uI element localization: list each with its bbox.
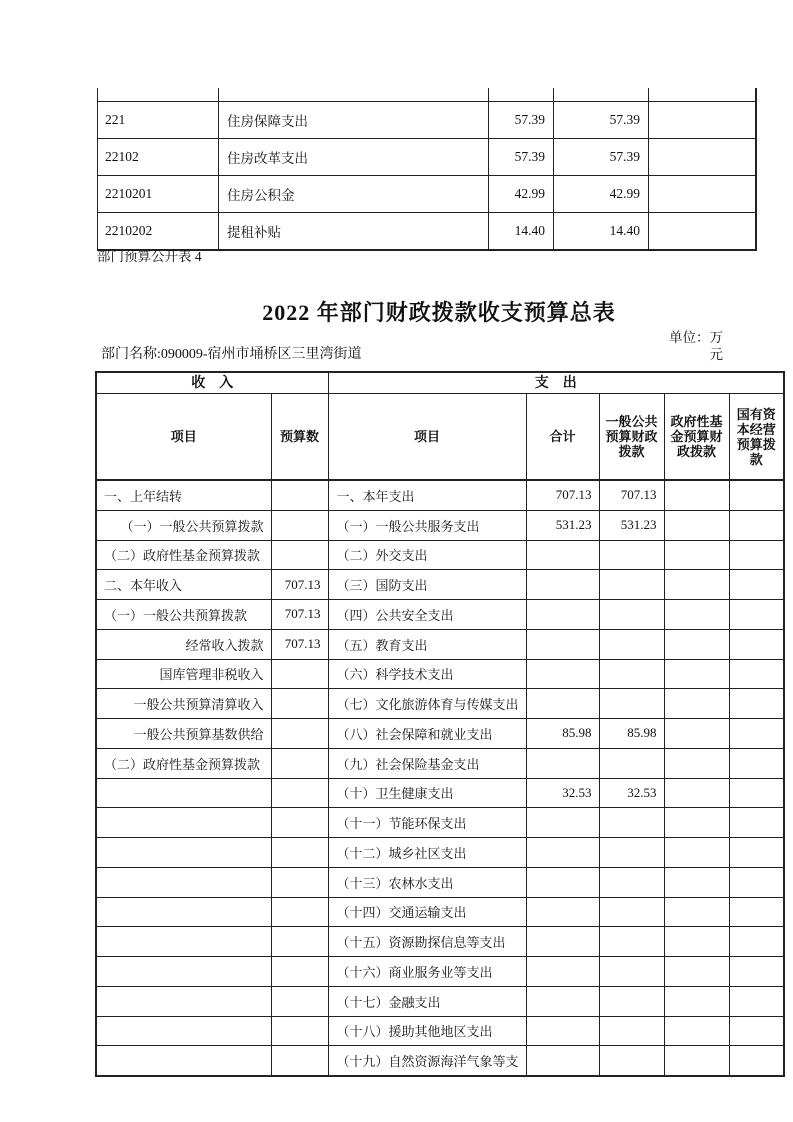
amount-cell: 57.39 [489,102,554,139]
income-item-cell: （一）一般公共预算拨款 [96,510,271,540]
government-fund-cell [664,1046,729,1076]
budget-row [96,510,784,540]
budget-number-cell [271,778,328,808]
budget-number-cell [271,986,328,1016]
general-public-cell: 707.13 [599,480,664,510]
state-capital-cell [729,659,784,689]
government-fund-cell [664,659,729,689]
expense-item-cell: （十八）援助其他地区支出 [328,1016,526,1046]
state-capital-cell [729,689,784,719]
total-cell: 85.98 [526,719,599,749]
state-capital-cell [729,600,784,630]
general-public-cell [599,600,664,630]
state-capital-cell [729,719,784,749]
state-capital-cell [729,957,784,987]
income-item-cell: （二）政府性基金预算拨款 [96,540,271,570]
budget-number-cell [271,480,328,510]
government-fund-cell [664,480,729,510]
budget-number-cell [271,748,328,778]
general-public-cell [599,1046,664,1076]
budget-row [96,689,784,719]
amount-cell: 57.39 [489,139,554,176]
budget-number-cell [271,867,328,897]
item-name-cell: 住房公积金 [219,176,489,213]
income-item-cell [96,957,271,987]
total-cell [526,808,599,838]
expense-item-cell: （十七）金融支出 [328,986,526,1016]
total-cell [526,659,599,689]
state-capital-cell [729,986,784,1016]
budget-row [96,778,784,808]
detail-row [98,176,756,213]
general-public-cell [599,986,664,1016]
state-capital-cell [729,510,784,540]
government-fund-cell [664,778,729,808]
budget-summary-table [95,371,785,1077]
budget-row [96,1046,784,1076]
budget-row [96,957,784,987]
state-capital-cell [729,867,784,897]
general-public-cell [599,570,664,600]
expense-item-cell: （十九）自然资源海洋气象等支 [328,1046,526,1076]
state-capital-cell [729,778,784,808]
column-header-row [96,394,784,481]
budget-row [96,927,784,957]
government-fund-cell [664,1016,729,1046]
state-capital-cell [729,897,784,927]
government-fund-cell [664,808,729,838]
expense-item-cell: （九）社会保险基金支出 [328,748,526,778]
state-capital-cell [729,570,784,600]
government-fund-cell [664,510,729,540]
expense-item-cell: （三）国防支出 [328,570,526,600]
total-cell [526,957,599,987]
total-cell [526,986,599,1016]
government-fund-cell [664,838,729,868]
income-item-header: 项目 [96,394,271,481]
state-capital-budget-header: 国有资本经营预算拨款 [729,394,784,481]
budget-number-cell: 707.13 [271,629,328,659]
general-public-cell [599,748,664,778]
income-item-cell: 一般公共预算基数供给 [96,719,271,749]
detail-row [98,102,756,139]
total-cell [526,897,599,927]
item-name-cell: 住房保障支出 [219,102,489,139]
expense-item-cell: （十）卫生健康支出 [328,778,526,808]
amount-cell: 57.39 [554,102,649,139]
expense-item-cell: （十六）商业服务业等支出 [328,957,526,987]
code-cell: 22102 [98,139,219,176]
government-fund-cell [664,867,729,897]
government-fund-cell [664,629,729,659]
budget-row [96,570,784,600]
total-cell [526,600,599,630]
amount-cell: 42.99 [554,176,649,213]
detail-table-continued [97,88,755,251]
expense-item-header: 项目 [328,394,526,481]
budget-row [96,897,784,927]
general-public-cell [599,808,664,838]
state-capital-cell [729,540,784,570]
income-item-cell: 国库管理非税收入 [96,659,271,689]
expense-group-header: 支 出 [328,372,784,394]
budget-row [96,748,784,778]
government-fund-cell [664,897,729,927]
total-cell [526,629,599,659]
total-cell: 32.53 [526,778,599,808]
code-cell: 2210201 [98,176,219,213]
total-header: 合计 [526,394,599,481]
income-item-cell: 一、上年结转 [96,480,271,510]
expense-item-cell: （十二）城乡社区支出 [328,838,526,868]
budget-number-cell [271,689,328,719]
budget-number-header: 预算数 [271,394,328,481]
government-fund-budget-header: 政府性基金预算财政拨款 [664,394,729,481]
expense-item-cell: （七）文化旅游体育与传媒支出 [328,689,526,719]
government-fund-cell [664,957,729,987]
unit-label: 单位：万元 [669,330,723,362]
income-item-cell: （二）政府性基金预算拨款 [96,748,271,778]
income-item-cell [96,897,271,927]
budget-row [96,480,784,510]
government-fund-cell [664,600,729,630]
department-name: 部门名称:090009-宿州市埇桥区三里湾街道 [101,347,362,362]
income-item-cell [96,1046,271,1076]
general-public-cell: 531.23 [599,510,664,540]
budget-row [96,629,784,659]
total-cell [526,838,599,868]
budget-row [96,808,784,838]
expense-item-cell: （五）教育支出 [328,629,526,659]
budget-row [96,838,784,868]
total-cell [526,1016,599,1046]
income-item-cell: 一般公共预算清算收入 [96,689,271,719]
expense-item-cell: （一）一般公共服务支出 [328,510,526,540]
income-item-cell [96,778,271,808]
amount-cell: 14.40 [554,213,649,251]
budget-row [96,1016,784,1046]
budget-number-cell [271,838,328,868]
total-cell [526,689,599,719]
state-capital-cell [729,838,784,868]
general-public-cell [599,897,664,927]
general-public-cell [599,689,664,719]
general-public-cell [599,540,664,570]
budget-number-cell [271,1016,328,1046]
general-public-cell [599,659,664,689]
state-capital-cell [729,480,784,510]
general-public-cell: 85.98 [599,719,664,749]
expense-item-cell: （十三）农林水支出 [328,867,526,897]
government-fund-cell [664,719,729,749]
budget-number-cell: 707.13 [271,600,328,630]
expense-item-cell: （十一）节能环保支出 [328,808,526,838]
group-header-row [96,372,784,394]
budget-number-cell [271,659,328,689]
detail-row [98,139,756,176]
budget-number-cell [271,719,328,749]
expense-item-cell: （八）社会保障和就业支出 [328,719,526,749]
expense-item-cell: 一、本年支出 [328,480,526,510]
state-capital-cell [729,629,784,659]
general-public-budget-header: 一般公共预算财政拨款 [599,394,664,481]
budget-number-cell [271,510,328,540]
total-cell: 707.13 [526,480,599,510]
general-public-cell [599,1016,664,1046]
amount-cell [649,139,756,176]
government-fund-cell [664,540,729,570]
budget-row [96,659,784,689]
general-public-cell [599,867,664,897]
total-cell [526,540,599,570]
budget-number-cell [271,540,328,570]
general-public-cell: 32.53 [599,778,664,808]
code-cell: 221 [98,102,219,139]
income-group-header: 收 入 [96,372,328,394]
total-cell [526,1046,599,1076]
budget-row [96,540,784,570]
amount-cell: 57.39 [554,139,649,176]
government-fund-cell [664,748,729,778]
state-capital-cell [729,808,784,838]
expense-item-cell: （十五）资源勘探信息等支出 [328,927,526,957]
expense-item-cell: （四）公共安全支出 [328,600,526,630]
code-cell: 2210202 [98,213,219,251]
cropped-row [98,88,756,102]
income-item-cell: 二、本年收入 [96,570,271,600]
page-title: 2022 年部门财政拨款收支预算总表 [262,300,616,325]
budget-row [96,719,784,749]
total-cell [526,570,599,600]
total-cell [526,748,599,778]
state-capital-cell [729,927,784,957]
total-cell [526,927,599,957]
state-capital-cell [729,1016,784,1046]
budget-row [96,986,784,1016]
income-item-cell [96,867,271,897]
general-public-cell [599,957,664,987]
income-item-cell [96,808,271,838]
government-fund-cell [664,927,729,957]
budget-number-cell [271,808,328,838]
income-item-cell [96,986,271,1016]
income-item-cell: （一）一般公共预算拨款 [96,600,271,630]
total-cell [526,867,599,897]
government-fund-cell [664,689,729,719]
amount-cell [649,176,756,213]
budget-number-cell [271,897,328,927]
item-name-cell: 住房改革支出 [219,139,489,176]
amount-cell [649,102,756,139]
expense-item-cell: （二）外交支出 [328,540,526,570]
government-fund-cell [664,570,729,600]
general-public-cell [599,927,664,957]
state-capital-cell [729,748,784,778]
general-public-cell [599,838,664,868]
total-cell: 531.23 [526,510,599,540]
budget-row [96,600,784,630]
state-capital-cell [729,1046,784,1076]
amount-cell: 42.99 [489,176,554,213]
expense-item-cell: （十四）交通运输支出 [328,897,526,927]
budget-row [96,867,784,897]
government-fund-cell [664,986,729,1016]
income-item-cell [96,1016,271,1046]
general-public-cell [599,629,664,659]
budget-number-cell: 707.13 [271,570,328,600]
income-item-cell [96,927,271,957]
budget-number-cell [271,927,328,957]
budget-number-cell [271,957,328,987]
table4-caption: 部门预算公开表 4 [97,249,202,264]
amount-cell: 14.40 [489,213,554,251]
income-item-cell: 经常收入拨款 [96,629,271,659]
expense-item-cell: （六）科学技术支出 [328,659,526,689]
income-item-cell [96,838,271,868]
budget-number-cell [271,1046,328,1076]
amount-cell [649,213,756,251]
item-name-cell: 提租补贴 [219,213,489,251]
